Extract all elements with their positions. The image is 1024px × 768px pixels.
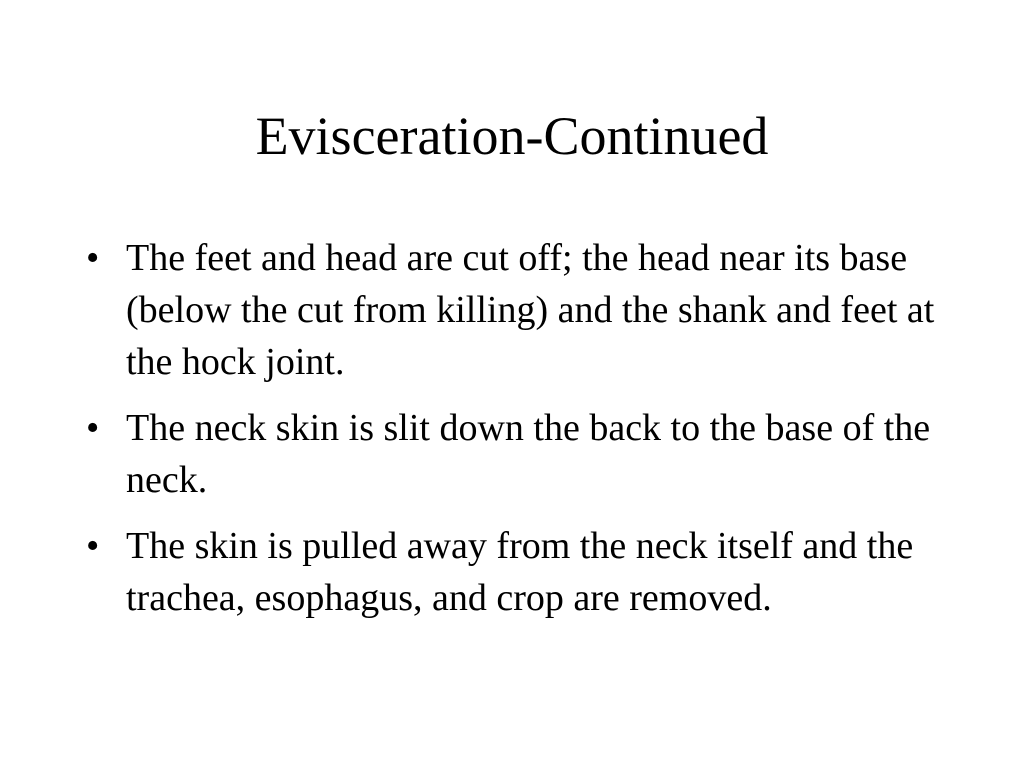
bullet-item (86, 402, 946, 506)
bullet-marker: • (86, 237, 100, 279)
bullet-text: The feet and head are cut off; the head near its base (below the cut from killing) and the shank and feet at the hock joint. (126, 237, 935, 383)
slide-title: Evisceration-Continued (255, 106, 769, 166)
bullet-item (86, 232, 946, 388)
bullet-marker: • (86, 525, 100, 567)
bullet-item (86, 520, 946, 624)
bullet-text: The skin is pulled away from the neck itself and the trachea, esophagus, and crop are removed. (126, 525, 914, 619)
bullet-list (86, 232, 946, 638)
bullet-marker: • (86, 407, 100, 449)
bullet-text: The neck skin is slit down the back to the base of the neck. (126, 407, 931, 501)
